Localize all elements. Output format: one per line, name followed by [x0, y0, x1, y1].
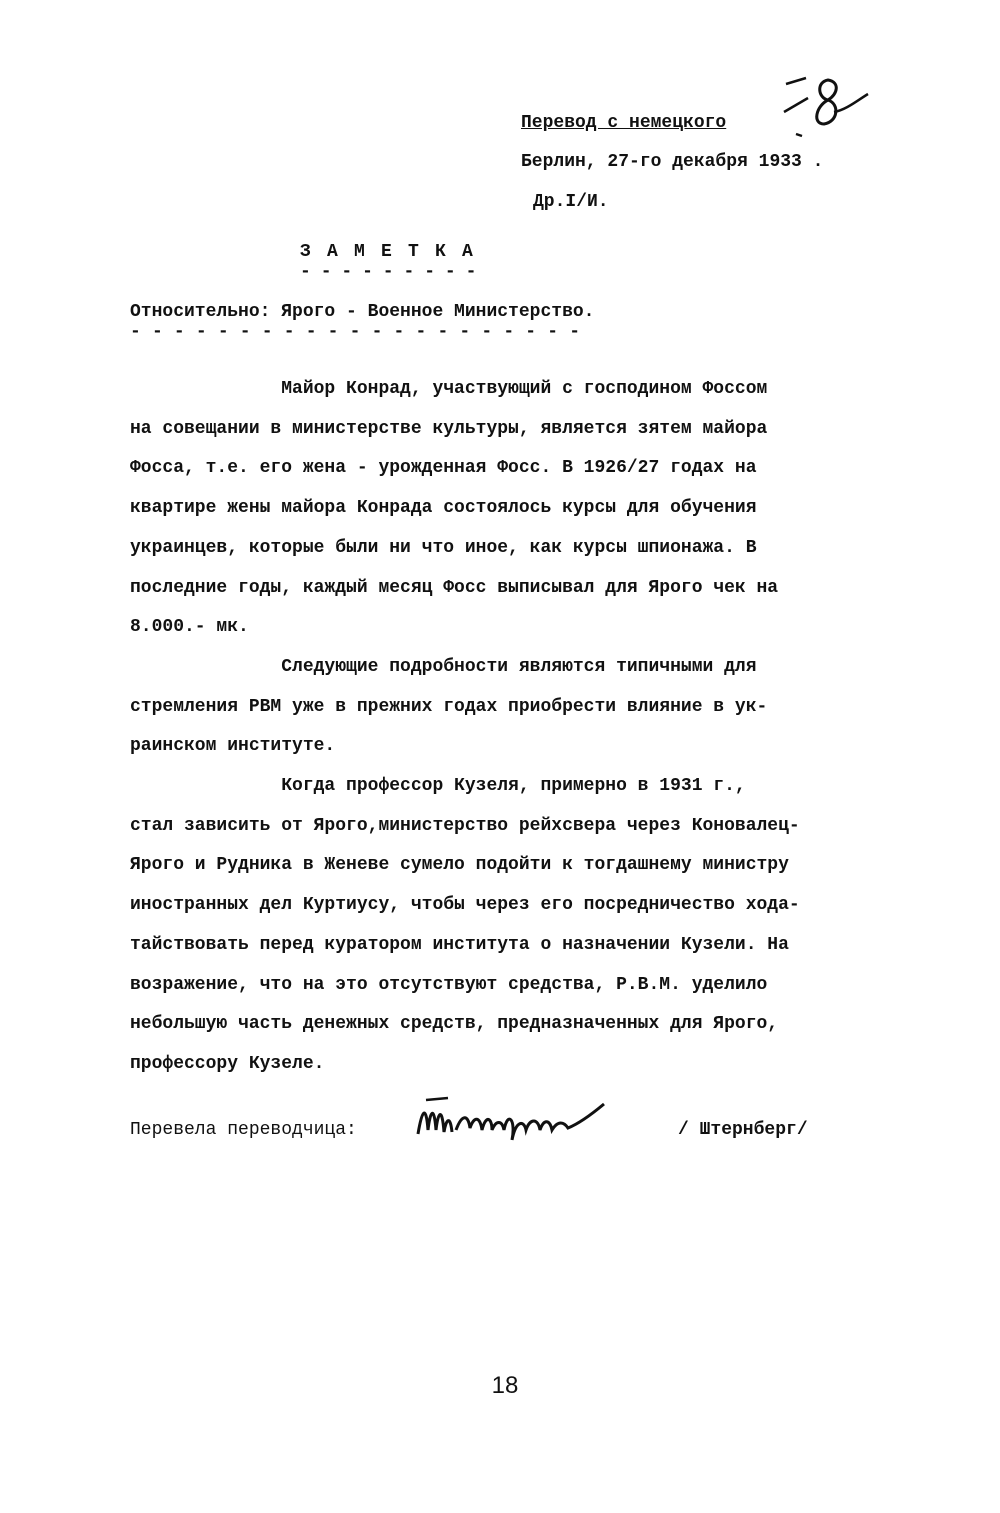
- body-line: 8.000.- мк.: [130, 617, 249, 638]
- signature-label: Перевела переводчица:: [130, 1120, 357, 1140]
- body-line: иностранных дел Куртиусу, чтобы через его посредничество хода-: [130, 895, 800, 916]
- body-line: Ярого и Рудника в Женеве сумело подойти к тогдашнему министру: [130, 855, 789, 876]
- handwritten-signature: [412, 1090, 612, 1150]
- title-underline: ---------: [300, 262, 487, 282]
- body-line: раинском институте.: [130, 736, 336, 757]
- body-line: Когда профессор Кузеля, примерно в 1931 г.,: [130, 776, 746, 797]
- handwritten-page-number: [778, 72, 873, 142]
- document-reference: Др.I/И.: [533, 192, 609, 212]
- place-date: Берлин, 27-го декабря 1933 .: [521, 152, 824, 172]
- body-text: [130, 370, 900, 1085]
- translator-name: / Штернберг/: [678, 1120, 808, 1140]
- body-line: на совещании в министерстве культуры, является зятем майора: [130, 418, 768, 439]
- page-number: 18: [491, 1372, 519, 1399]
- body-line: стал зависить от Ярого,министерство рейхсвера через Коновалец-: [130, 815, 800, 836]
- body-line: возражение, что на это отсутствуют средства, Р.В.М. уделило: [130, 974, 768, 995]
- body-line: Следующие подробности являются типичными для: [130, 656, 757, 677]
- body-line: Майор Конрад, участвующий с господином Фоссом: [130, 379, 768, 399]
- subject-line: Относительно: Ярого - Военное Министерство.: [130, 302, 595, 322]
- translation-note: Перевод с немецкого: [521, 113, 727, 133]
- body-line: Фосса, т.е. его жена - урожденная Фосс. В 1926/27 годах на: [130, 458, 757, 479]
- body-line: последние годы, каждый месяц Фосс выписывал для Ярого чек на: [130, 577, 779, 598]
- body-line: небольшую часть денежных средств, предназначенных для Ярого,: [130, 1014, 779, 1035]
- subject-underline: ---------------------: [130, 322, 592, 342]
- document-title: ЗАМЕТКА: [300, 242, 490, 262]
- body-line: тайствовать перед куратором института о назначении Кузели. На: [130, 934, 789, 955]
- body-line: квартире жены майора Конрада состоялось курсы для обучения: [130, 498, 757, 519]
- body-line: стремления РВМ уже в прежних годах приобрести влияние в ук-: [130, 696, 768, 717]
- body-line: украинцев, которые были ни что иное, как курсы шпионажа. В: [130, 537, 757, 558]
- body-line: профессору Кузеле.: [130, 1053, 325, 1074]
